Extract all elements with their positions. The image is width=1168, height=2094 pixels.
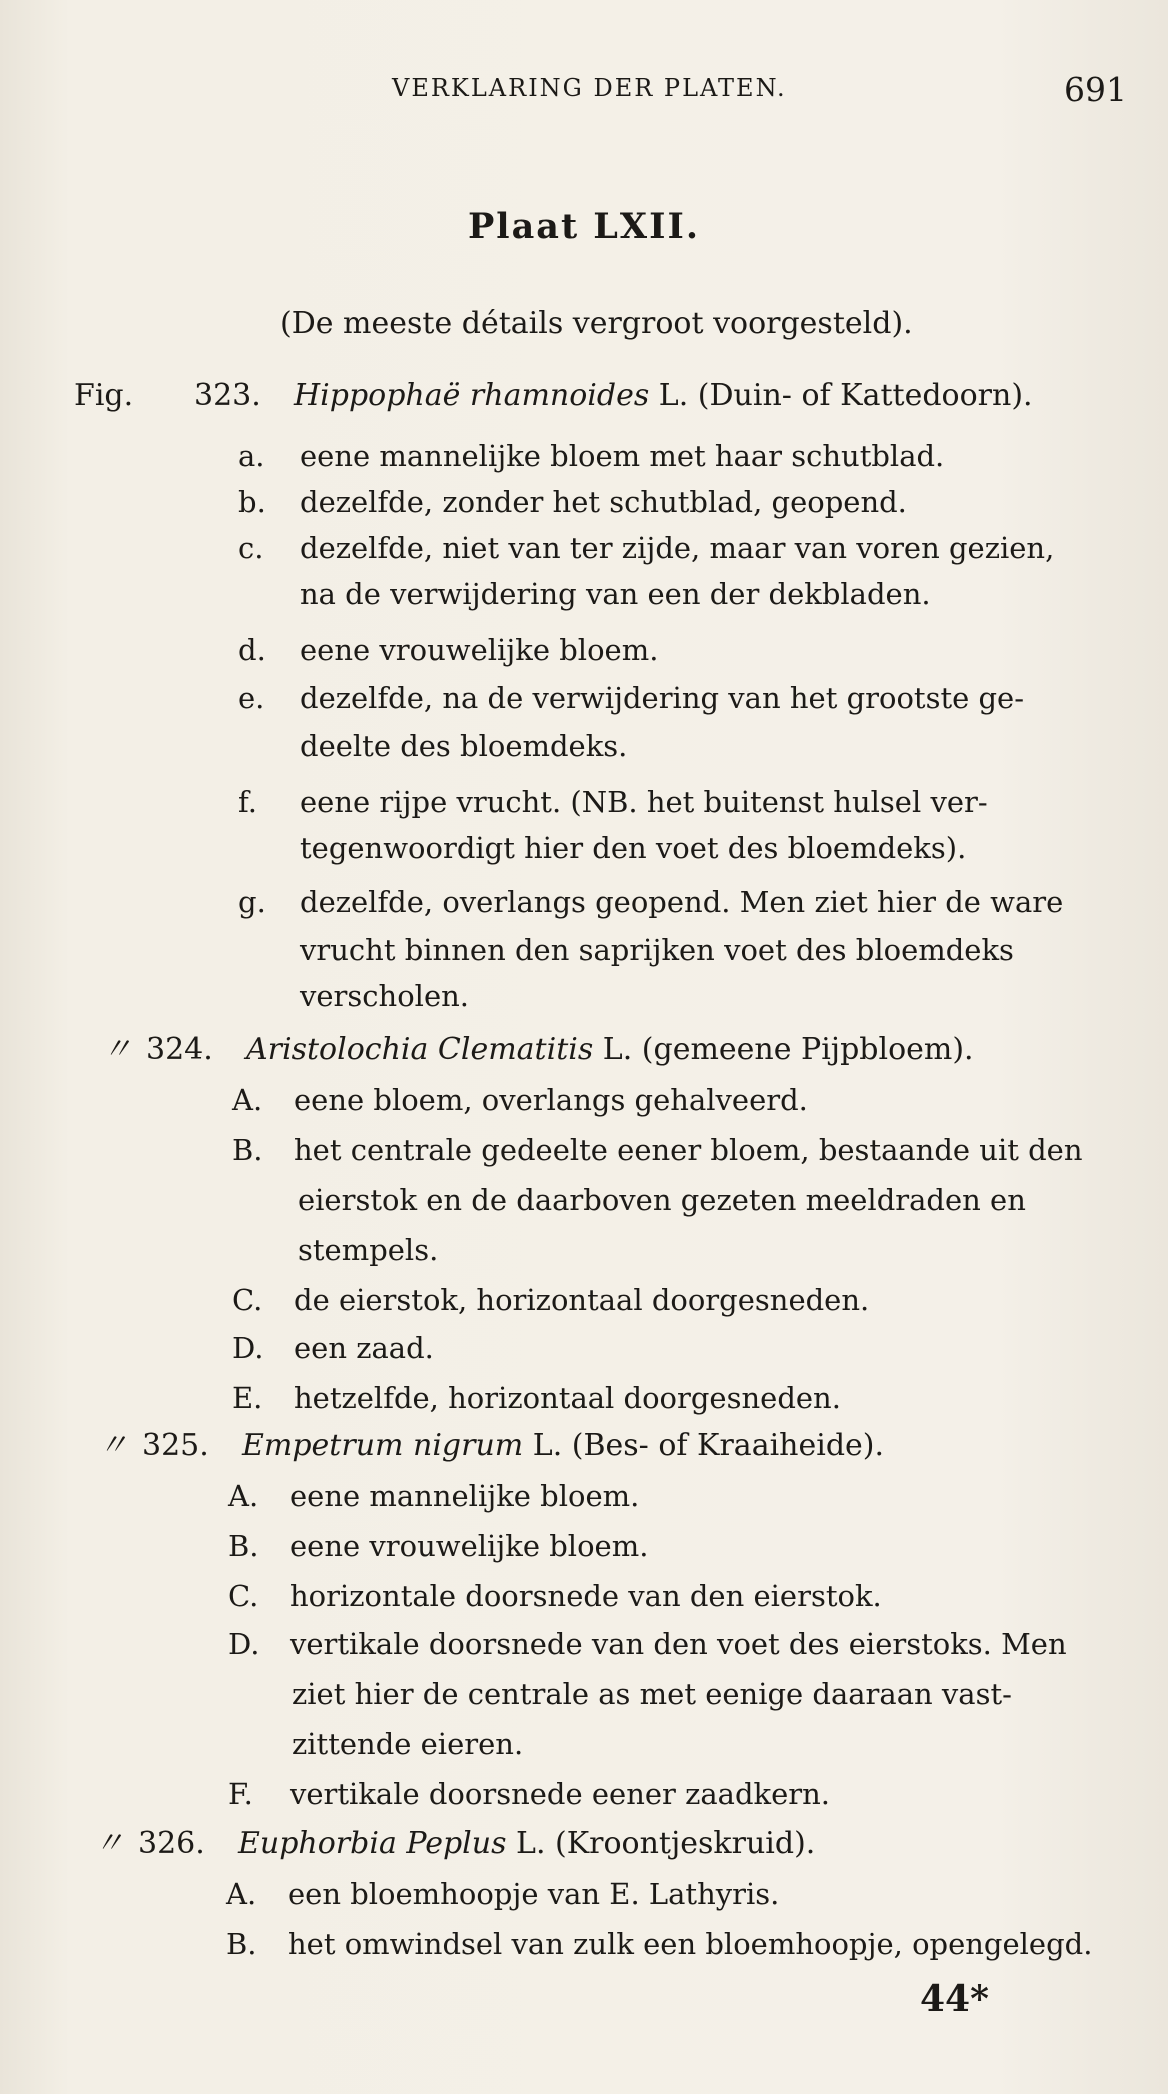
item-label: c. <box>238 531 264 565</box>
page-number: 691 <box>1064 70 1127 109</box>
figure-caption: L. (Bes- of Kraaiheide). <box>523 1428 885 1463</box>
item-text: een zaad. <box>294 1331 434 1365</box>
list-item <box>238 484 907 520</box>
item-text-continued: tegenwoordigt hier den voet des bloemdeks). <box>300 831 967 865</box>
item-label: F. <box>228 1777 253 1811</box>
figure-prefix: Fig. <box>74 378 134 413</box>
item-label: g. <box>238 885 266 919</box>
list-item <box>238 530 1054 566</box>
list-item <box>228 1776 830 1812</box>
item-label: E. <box>232 1381 263 1415</box>
item-text: horizontale doorsnede van den eierstok. <box>290 1579 882 1613</box>
figure-number: 326. <box>138 1826 205 1861</box>
item-text: vertikale doorsnede van den voet des eierstoks. Men <box>290 1627 1067 1661</box>
item-text: een bloemhoopje van E. Lathyris. <box>288 1877 780 1911</box>
taxon-name: Empetrum nigrum <box>242 1428 524 1463</box>
list-item <box>232 1330 434 1366</box>
figure-caption: L. (Duin- of Kattedoorn). <box>649 378 1033 413</box>
figure-number: 325. <box>142 1428 209 1463</box>
item-text: eene mannelijke bloem. <box>290 1479 640 1513</box>
list-item <box>238 680 1024 716</box>
figure-heading-324 <box>102 1032 974 1068</box>
taxon-name: Hippophaë rhamnoides <box>294 378 650 413</box>
list-item <box>226 1926 1092 1962</box>
item-text: dezelfde, overlangs geopend. Men ziet hier de ware <box>300 885 1064 919</box>
item-label: A. <box>226 1877 257 1911</box>
figure-number: 324. <box>146 1032 213 1067</box>
ditto-mark: 〃 <box>94 1826 124 1861</box>
item-label: e. <box>238 681 265 715</box>
item-label: d. <box>238 633 266 667</box>
item-text: hetzelfde, horizontaal doorgesneden. <box>294 1381 841 1415</box>
list-item <box>238 438 944 474</box>
list-item <box>238 784 988 820</box>
list-item <box>238 884 1063 920</box>
item-text-continued: eierstok en de daarboven gezeten meeldraden en <box>298 1183 1026 1217</box>
list-item <box>232 1082 808 1118</box>
item-label: B. <box>226 1927 257 1961</box>
item-text: eene rijpe vrucht. (NB. het buitenst hulsel ver- <box>300 785 988 819</box>
item-text: dezelfde, zonder het schutblad, geopend. <box>300 485 907 519</box>
signature-mark: 44* <box>920 1978 989 2020</box>
item-label: B. <box>228 1529 259 1563</box>
item-text: de eierstok, horizontaal doorgesneden. <box>294 1283 870 1317</box>
taxon-name: Aristolochia Clematitis <box>246 1032 594 1067</box>
item-label: D. <box>232 1331 264 1365</box>
item-label: A. <box>232 1083 263 1117</box>
figure-heading-323 <box>74 378 1033 414</box>
item-label: C. <box>228 1579 259 1613</box>
list-item <box>232 1282 869 1318</box>
list-item <box>228 1626 1067 1662</box>
list-item <box>228 1478 639 1514</box>
figure-number: 323. <box>194 378 261 413</box>
plate-subtitle: (De meeste détails vergroot voorgesteld). <box>280 306 913 341</box>
item-text: eene bloem, overlangs gehalveerd. <box>294 1083 808 1117</box>
item-label: C. <box>232 1283 263 1317</box>
item-text-continued: vrucht binnen den saprijken voet des bloemdeks <box>300 933 1014 967</box>
item-text: eene mannelijke bloem met haar schutblad. <box>300 439 945 473</box>
item-label: D. <box>228 1627 260 1661</box>
item-text-continued: na de verwijdering van een der dekbladen. <box>300 577 931 611</box>
item-text-continued: zittende eieren. <box>292 1727 524 1761</box>
running-head: VERKLARING DER PLATEN. <box>392 74 787 102</box>
item-text: het centrale gedeelte eener bloem, bestaande uit den <box>294 1133 1083 1167</box>
item-text-continued: verscholen. <box>300 979 470 1013</box>
list-item <box>232 1380 841 1416</box>
item-text: eene vrouwelijke bloem. <box>290 1529 649 1563</box>
item-label: f. <box>238 785 257 819</box>
item-text-continued: deelte des bloemdeks. <box>300 729 628 763</box>
item-text-continued: ziet hier de centrale as met eenige daaraan vast- <box>292 1677 1012 1711</box>
taxon-name: Euphorbia Peplus <box>238 1826 507 1861</box>
item-text: het omwindsel van zulk een bloemhoopje, opengelegd. <box>288 1927 1093 1961</box>
list-item <box>228 1528 648 1564</box>
item-label: b. <box>238 485 266 519</box>
item-label: a. <box>238 439 265 473</box>
item-label: B. <box>232 1133 263 1167</box>
item-text-continued: stempels. <box>298 1233 439 1267</box>
ditto-mark: 〃 <box>102 1032 132 1067</box>
item-text: dezelfde, na de verwijdering van het grootste ge- <box>300 681 1025 715</box>
item-text: eene vrouwelijke bloem. <box>300 633 659 667</box>
ditto-mark: 〃 <box>98 1428 128 1463</box>
item-text: dezelfde, niet van ter zijde, maar van voren gezien, <box>300 531 1055 565</box>
list-item <box>232 1132 1083 1168</box>
plate-title: Plaat LXII. <box>467 206 701 247</box>
list-item <box>228 1578 882 1614</box>
item-text: vertikale doorsnede eener zaadkern. <box>290 1777 831 1811</box>
item-label: A. <box>228 1479 259 1513</box>
figure-heading-325 <box>98 1428 884 1464</box>
list-item <box>238 632 658 668</box>
figure-caption: L. (Kroontjeskruid). <box>506 1826 816 1861</box>
figure-caption: L. (gemeene Pijpbloem). <box>593 1032 974 1067</box>
figure-heading-326 <box>94 1826 815 1862</box>
list-item <box>226 1876 779 1912</box>
